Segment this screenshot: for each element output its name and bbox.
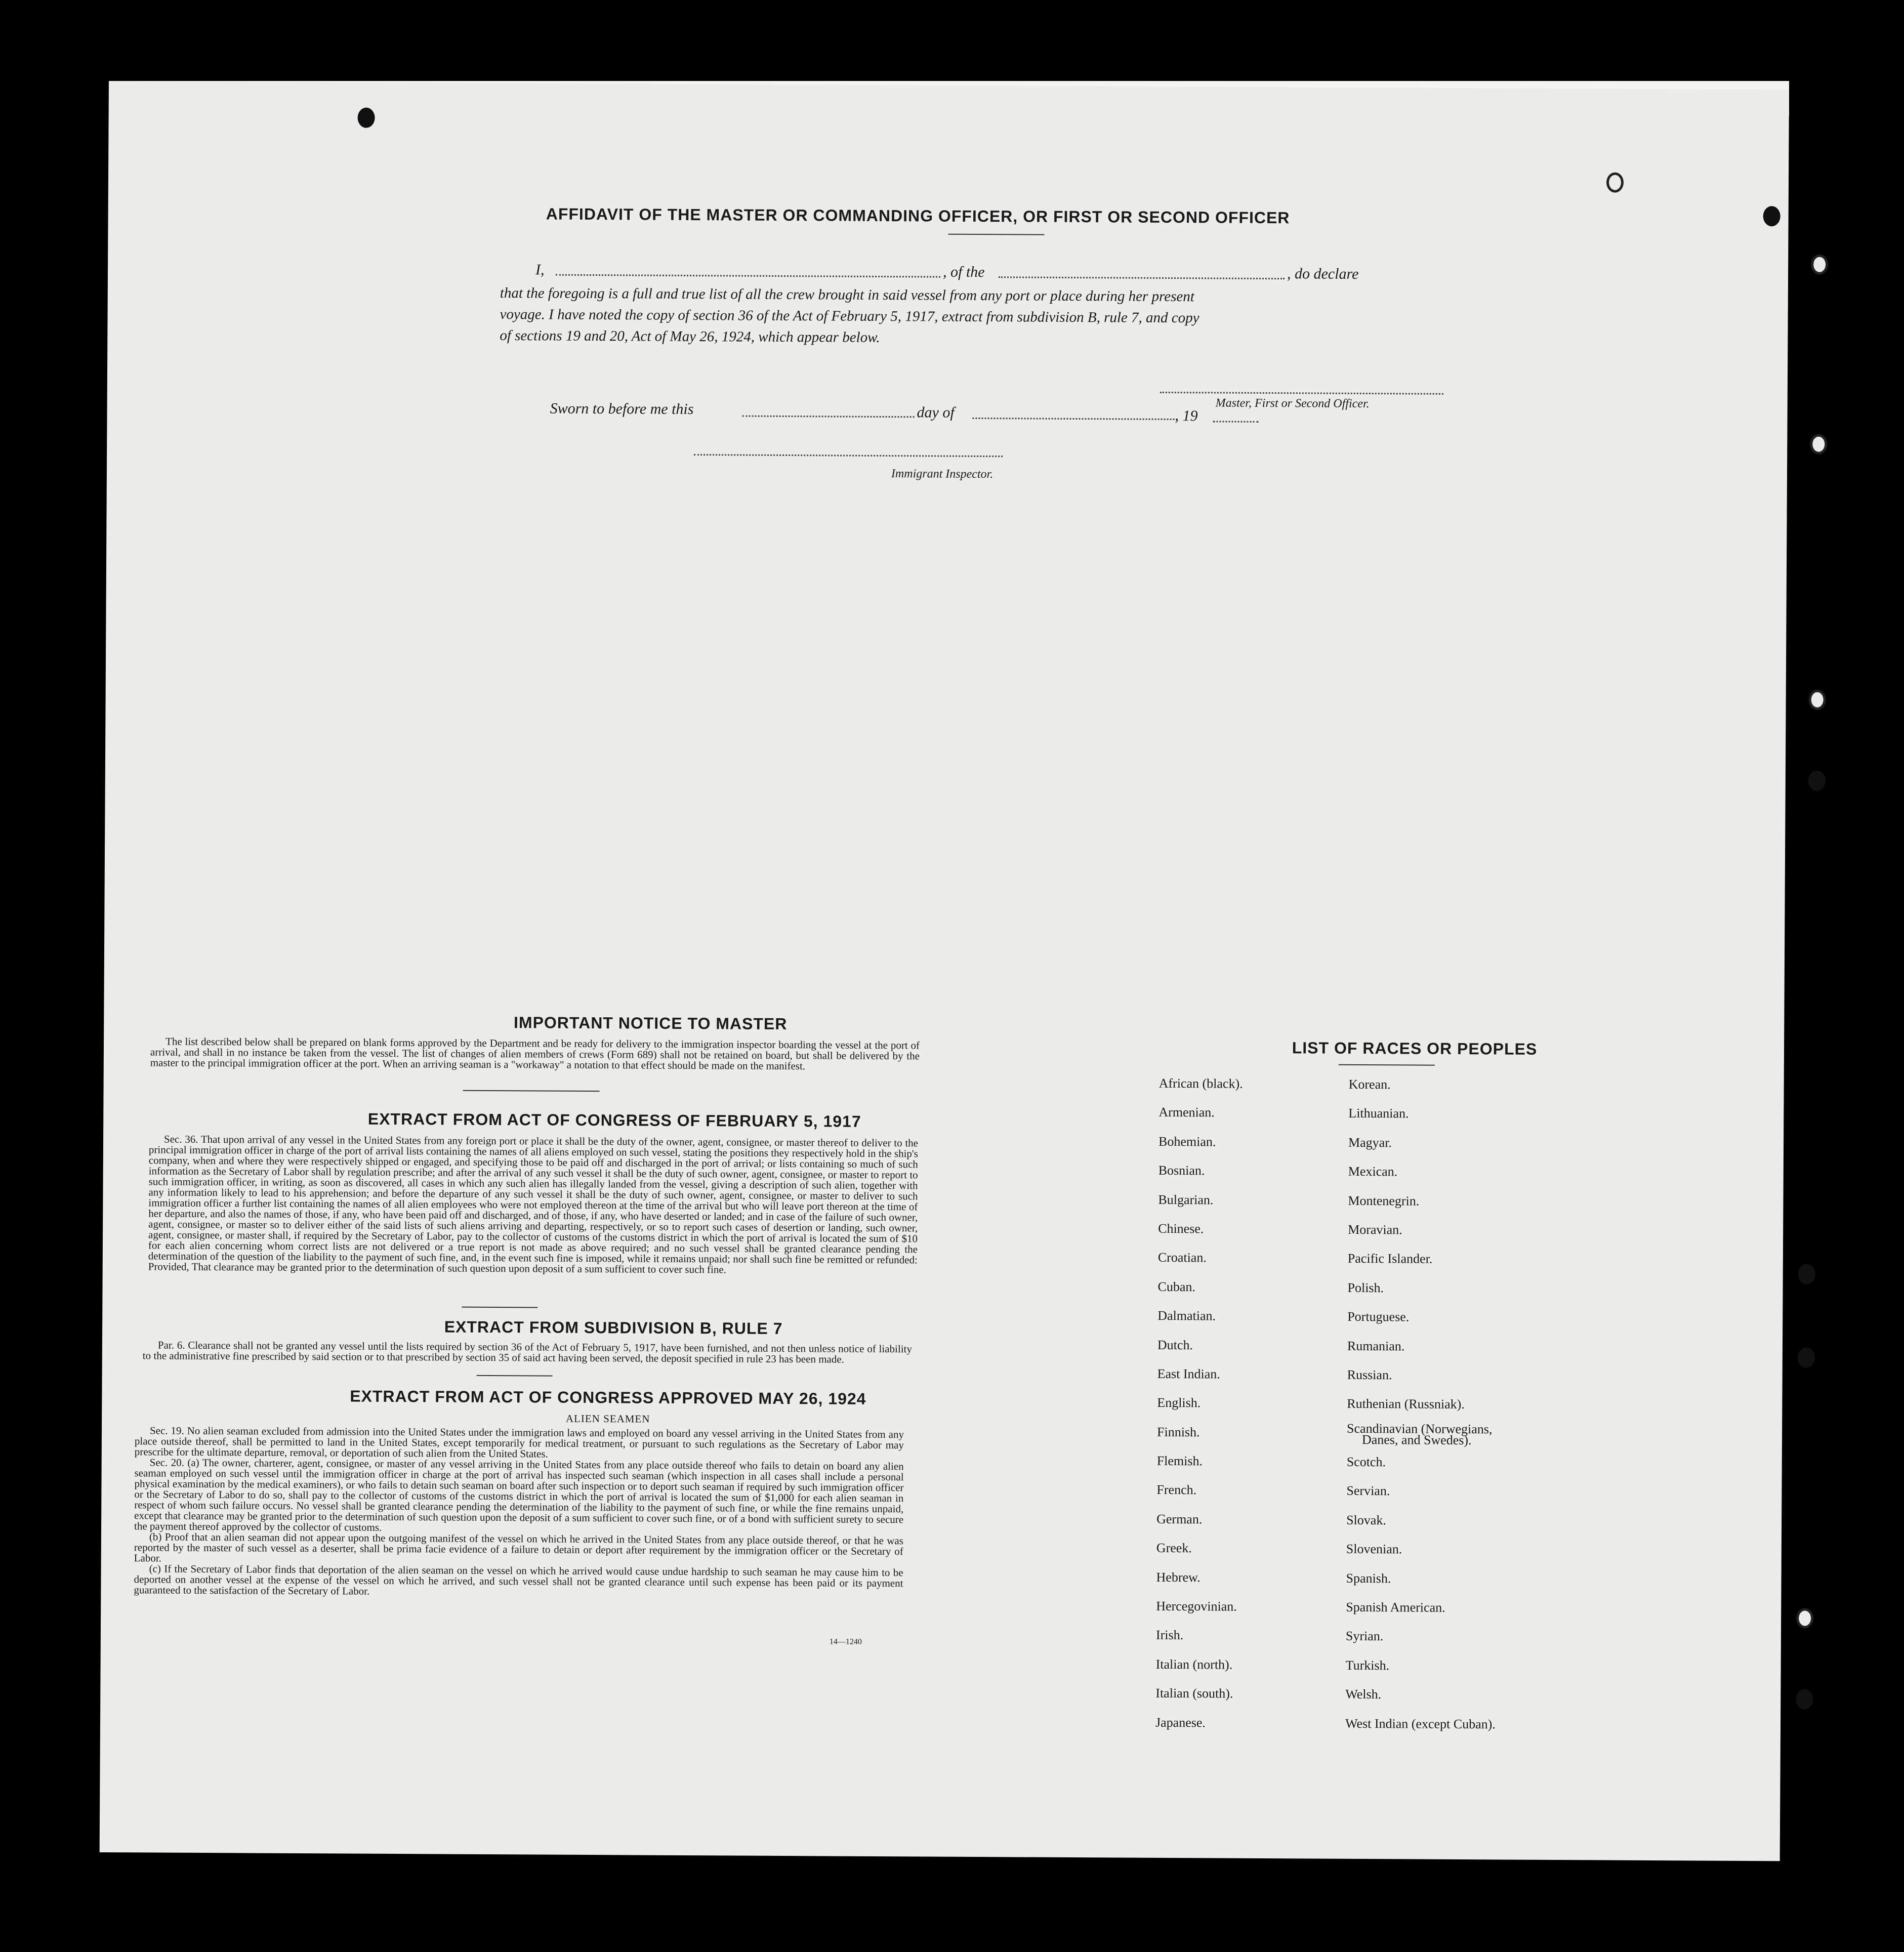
race-item: Lithuanian.: [1348, 1106, 1409, 1121]
races-left-column: [1155, 1073, 1243, 1742]
inspector-label: Immigrant Inspector.: [891, 467, 994, 481]
race-item: Servian.: [1346, 1483, 1390, 1499]
affidavit-body-line: that the foregoing is a full and true list of all the crew brought in said vessel from any port or place during her present: [500, 285, 1194, 305]
race-item: Russian.: [1347, 1367, 1392, 1383]
race-item-scandinavian: [1347, 1423, 1497, 1453]
extract-1924-paragraph: (b) Proof that an alien seaman did not appear upon the outgoing manifest of the vessel on which he arrived in the United States from any place outside thereof, or that he was reported by the master of such vessel as a deserter, shall be prima facie evidence of a failure to detain or deport after requirement by the immigration officer or the Secretary of Labor.: [134, 1530, 903, 1564]
extract-rule7-title: EXTRACT FROM SUBDIVISION B, RULE 7: [444, 1317, 783, 1338]
title-underline: [948, 234, 1044, 235]
race-item: Slovak.: [1346, 1512, 1386, 1528]
races-title: LIST OF RACES OR PEOPLES: [1292, 1039, 1538, 1058]
master-signature-line[interactable]: [1160, 392, 1443, 395]
master-signature-label: Master, First or Second Officer.: [1215, 396, 1370, 411]
punch-hole-icon: [1808, 771, 1826, 791]
extract-1924-paragraph: (c) If the Secretary of Labor finds that deportation of the alien seaman on the vessel on which he arrived would cause undue hardship to such seaman he may cause him to be deported on another vessel at the expense of the vessel on which he arrived, and such vessel shall not be granted clearance until such expense has been paid or its payment guaranteed to the satisfaction of the Secretary of Labor.: [134, 1562, 903, 1597]
extract-rule7-block: [143, 1340, 912, 1365]
race-item: Welsh.: [1345, 1687, 1382, 1702]
extract-1924-paragraph: Sec. 19. No alien seaman excluded from admission into the United States under the immigration laws and employed on board any vessel arriving in the United States from any place outside thereof, shall be permitted to land in the United States, except temporarily for medical treatment, or pursuant to such regulations as the Secretary of Labor may prescribe for the ultimate departure, removal, or deportation of such alien from the United States.: [134, 1424, 904, 1460]
races-right-column: [1345, 1074, 1499, 1743]
race-item: Scotch.: [1346, 1454, 1386, 1470]
extract-1924-paragraph: Sec. 20. (a) The owner, charterer, agent, consignee, or master of any vessel arriving in the United States from any place outside thereof who fails to detain on board any alien seaman employed on such vessel until the immigration officer in charge at the port of arrival has inspected such seaman (which inspection in all cases shall include a personal physical examination by the medical examiners), or who fails to detain such seaman on board after such inspection or to deport such seaman if required by such immigration officer or the Secretary of Labor to do so, shall pay to the collector of customs of the customs district in which the port of arrival is located the sum of $1,000 for each alien seaman in respect of whom such failure occurs. No vessel shall be granted clearance pending the determination of the liability to the payment of such fine, or while the fine remains unpaid, except that clearance may be granted prior to the determination of such question upon the deposit of a sum sufficient to cover such fine, or of a bond with sufficient surety to secure the payment thereof approved by the collector of customs.: [134, 1456, 904, 1533]
race-item: Spanish.: [1346, 1570, 1391, 1586]
form-number: 14—1240: [829, 1637, 862, 1646]
sworn-label: Sworn to before me this: [550, 400, 694, 418]
race-item: Bulgarian.: [1158, 1192, 1214, 1208]
race-item: Irish.: [1155, 1628, 1184, 1643]
race-item: African (black).: [1158, 1075, 1243, 1091]
punch-hole-ring-icon: [1796, 1608, 1813, 1628]
punch-hole-ring-icon: [1809, 690, 1826, 710]
affidavit-of-the-label: , of the: [942, 263, 985, 281]
sworn-year-line[interactable]: [1213, 421, 1258, 422]
affidavit-do-declare-label: , do declare: [1287, 265, 1359, 282]
race-item: Polish.: [1347, 1280, 1384, 1295]
race-item: Syrian.: [1345, 1629, 1384, 1644]
race-item: Finnish.: [1156, 1424, 1200, 1440]
race-item: Magyar.: [1348, 1135, 1392, 1150]
race-item: Japanese.: [1155, 1715, 1206, 1730]
race-item: Pacific Islander.: [1347, 1251, 1433, 1267]
race-item: Croatian.: [1157, 1250, 1207, 1265]
race-item: Ruthenian (Russniak).: [1347, 1396, 1465, 1412]
race-item: English.: [1157, 1395, 1201, 1410]
notice-divider: [463, 1090, 600, 1092]
race-item: Spanish American.: [1346, 1599, 1445, 1615]
extract-1924-subtitle: ALIEN SEAMEN: [565, 1412, 650, 1425]
race-item: Chinese.: [1158, 1221, 1204, 1236]
document-page: [100, 81, 1789, 1861]
race-item: Hebrew.: [1156, 1569, 1201, 1585]
affidavit-i-label: I,: [535, 261, 545, 278]
year-prefix-label: , 19: [1175, 407, 1198, 425]
race-item: Moravian.: [1348, 1222, 1402, 1237]
extract-1924-block: [134, 1425, 904, 1599]
inspector-signature-line[interactable]: [694, 454, 1003, 457]
notice-title: IMPORTANT NOTICE TO MASTER: [513, 1013, 788, 1033]
notice-text-block: [150, 1036, 920, 1072]
affidavit-body: [500, 282, 1355, 351]
master-name-line[interactable]: [556, 274, 940, 278]
race-item: German.: [1156, 1511, 1203, 1527]
race-item: Dutch.: [1157, 1337, 1193, 1352]
affidavit-body-line: of sections 19 and 20, Act of May 26, 1924, which appear below.: [500, 327, 880, 346]
race-item: Mexican.: [1348, 1164, 1398, 1179]
extract-1917-title: EXTRACT FROM ACT OF CONGRESS OF FEBRUARY 5, 1917: [367, 1109, 861, 1131]
extract-divider: [462, 1307, 537, 1308]
race-item: Turkish.: [1345, 1657, 1390, 1673]
race-item: Korean.: [1348, 1076, 1391, 1092]
extract-1917-text: Sec. 36. That upon arrival of any vessel in the United States from any foreign port or place it shall be the duty of the owner, agent, consignee, or master thereof to deliver to the principal immigration officer in charge of the port of arrival lists containing the names of all aliens employed on such vessel, stating the positions they respectively hold in the ship's company, when and where they were respectively shipped or engaged, and specifying those to be paid off and discharged in the port of arrival; or lists containing so much of such information as the Secretary of Labor shall by regulation prescribe; and after the arrival of any such vessel it shall be the duty of such owner, agent, consignee, or master to report to such immigration officer, in writing, as soon as discovered, all cases in which any such alien has illegally landed from the vessel, giving a description of such alien, together with any information likely to lead to his apprehension; and before the departure of any such vessel it shall be the duty of such owner, agent, consignee, or master to deliver to such immigration officer a further list containing the names of all alien employees who were not employed thereon at the time of the arrival but who will leave port thereon at the time of her departure, and also the names of those, if any, who have been paid off and discharged, and of those, if any, who have deserted or landed; and in case of the failure of such owner, agent, consignee, or master so to deliver either of the said lists of such aliens arriving and departing, respectively, or so to report such cases of desertion or landing, such owner, agent, consignee, or master shall, if required by the Secretary of Labor, pay to the collector of customs of the customs district in which the port of arrival is located the sum of $10 for each alien concerning whom correct lists are not delivered or a true report is not made as above required; and no such vessel shall be granted clearance pending the determination of the question of the liability to the payment of such fine, and, in the event such fine is imposed, while it remains unpaid; nor shall such fine be remitted or refunded: Provided, That clearance may be granted prior to the determination of such question upon deposit of a sum sufficient to cover such fine.: [148, 1133, 919, 1276]
punch-hole-icon: [1763, 206, 1781, 226]
punch-hole-icon: [1798, 1348, 1815, 1368]
race-item: Cuban.: [1157, 1279, 1196, 1295]
races-divider: [1339, 1064, 1435, 1066]
affidavit-title: AFFIDAVIT OF THE MASTER OR COMMANDING OFFICER, OR FIRST OR SECOND OFFICER: [546, 204, 1290, 227]
affidavit-body-line: voyage. I have noted the copy of section 36 of the Act of February 5, 1917, extract from subdivision B, rule 7, and copy: [500, 306, 1199, 326]
punch-hole-ring-icon: [1811, 255, 1828, 275]
punch-hole-ring-icon: [1810, 434, 1827, 454]
race-item: Bohemian.: [1158, 1134, 1216, 1149]
punch-hole-icon: [1798, 1264, 1815, 1284]
sworn-month-line[interactable]: [973, 418, 1178, 420]
race-item: Montenegrin.: [1348, 1193, 1420, 1209]
race-item: East Indian.: [1157, 1366, 1220, 1382]
sworn-day-line[interactable]: [742, 416, 915, 418]
race-item-continuation: Danes, and Swedes).: [1361, 1432, 1472, 1447]
race-item: Flemish.: [1156, 1453, 1203, 1469]
extract-divider: [477, 1375, 553, 1377]
extract-1917-block: [148, 1134, 918, 1276]
race-item: Bosnian.: [1158, 1163, 1205, 1178]
day-of-label: day of: [917, 404, 955, 421]
race-item: Scandinavian (Norwegians,: [1347, 1421, 1493, 1437]
race-item: Dalmatian.: [1157, 1308, 1216, 1323]
punch-hole-icon: [358, 108, 375, 128]
race-item: Italian (south).: [1155, 1686, 1233, 1701]
vessel-name-line[interactable]: [999, 276, 1285, 279]
extract-rule7-text: Par. 6. Clearance shall not be granted any vessel until the lists required by section 36 of the Act of February 5, 1917, have been furnished, and not then unless notice of liability to the administrative fine prescribed by said section or to that prescribed by section 35 of said act having been served, the deposit specified in rule 23 has been made.: [142, 1339, 912, 1365]
race-item: French.: [1156, 1482, 1197, 1498]
punch-hole-icon: [1796, 1689, 1813, 1709]
race-item: Rumanian.: [1347, 1338, 1405, 1353]
extract-1924-title: EXTRACT FROM ACT OF CONGRESS APPROVED MAY 26, 1924: [350, 1387, 866, 1408]
punch-hole-ring-icon: [1606, 172, 1624, 192]
race-item: Armenian.: [1158, 1105, 1215, 1120]
race-item: Portuguese.: [1347, 1309, 1410, 1324]
race-item: Greek.: [1156, 1541, 1192, 1556]
race-item: Hercegovinian.: [1156, 1598, 1237, 1614]
race-item: Slovenian.: [1346, 1542, 1402, 1557]
race-item: Italian (north).: [1155, 1656, 1233, 1672]
notice-text: The list described below shall be prepared on blank forms approved by the Department and be ready for delivery to the immigration inspector boarding the vessel at the port of arrival, and shall in no instance be taken from the vessel. The list of changes of alien members of crews (Form 689) shall not be retained on board, but shall be delivered by the master to the principal immigration officer at the port. When an arriving seaman is a "workaway" a notation to that effect should be made on the manifest.: [150, 1035, 920, 1072]
race-item: West Indian (except Cuban).: [1345, 1716, 1496, 1731]
